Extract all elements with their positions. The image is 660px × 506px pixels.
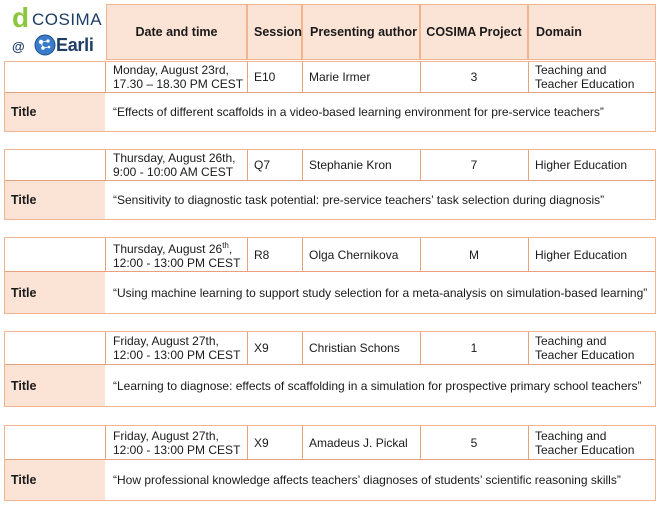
session-title: “Using machine learning to support study selection for a meta-analysis on simulation-based learning” bbox=[113, 285, 648, 300]
session-code: R8 bbox=[254, 247, 270, 262]
time-line: 12:00 - 13:00 PM CEST bbox=[113, 348, 241, 362]
logo-at-sign: @ bbox=[12, 39, 25, 54]
header-session-label: Session bbox=[254, 25, 302, 39]
header-domain-label: Domain bbox=[536, 25, 582, 39]
session-project: 1 bbox=[470, 341, 478, 355]
domain-line: Teacher Education bbox=[535, 442, 635, 457]
session-date-time bbox=[106, 332, 247, 364]
session-title: “Sensitivity to diagnostic task potential: pre-service teachers’ task selection during diagnosis” bbox=[113, 193, 605, 207]
session-author: Marie Irmer bbox=[309, 70, 371, 84]
session-date-time bbox=[106, 238, 247, 271]
time-line: 9:00 - 10:00 AM CEST bbox=[113, 165, 234, 179]
session-title: “Effects of different scaffolds in a video-based learning environment for pre-service teachers” bbox=[113, 105, 604, 119]
header-presenting-author bbox=[302, 4, 420, 60]
header-project-label: COSIMA Project bbox=[426, 25, 522, 39]
domain-line: Teacher Education bbox=[535, 348, 635, 362]
date-superscript: th bbox=[222, 241, 229, 250]
time-line: 12:00 - 13:00 PM CEST bbox=[113, 442, 241, 457]
domain-line: Teaching and bbox=[535, 428, 607, 443]
session-domain: Higher Education bbox=[535, 158, 628, 172]
date-line: Thursday, August 26th, bbox=[113, 151, 236, 165]
session-code: X9 bbox=[254, 341, 269, 355]
session-author: Olga Chernikova bbox=[309, 247, 399, 262]
time-line: 17.30 – 18.30 PM CEST bbox=[113, 77, 244, 91]
header-domain bbox=[528, 4, 656, 60]
session-project: 5 bbox=[470, 435, 478, 450]
earli-logo-text: Earli bbox=[56, 35, 94, 55]
date-line: Monday, August 23rd, bbox=[113, 63, 229, 77]
date-line bbox=[113, 239, 232, 256]
title-label: Title bbox=[5, 93, 105, 131]
title-label: Title bbox=[5, 365, 105, 406]
header-date-time-label: Date and time bbox=[135, 25, 218, 39]
domain-line: Teaching and bbox=[535, 63, 607, 77]
date-line: Friday, August 27th, bbox=[113, 334, 219, 348]
title-label: Title bbox=[5, 181, 105, 219]
title-label: Title bbox=[5, 272, 105, 313]
header-project bbox=[420, 4, 528, 60]
session-code: X9 bbox=[254, 435, 269, 450]
title-label: Title bbox=[5, 460, 105, 500]
domain-line: Teacher Education bbox=[535, 77, 635, 91]
session-author: Stephanie Kron bbox=[309, 158, 392, 172]
cosima-logo-mark: d bbox=[12, 2, 30, 33]
date-comma: , bbox=[228, 242, 233, 256]
session-domain: Higher Education bbox=[535, 247, 628, 262]
session-project: 7 bbox=[470, 158, 478, 172]
session-title: “Learning to diagnose: effects of scaffolding in a simulation for prospective primary school teachers” bbox=[113, 378, 642, 393]
session-domain bbox=[528, 332, 656, 364]
session-date-time bbox=[106, 62, 247, 92]
session-domain bbox=[528, 426, 656, 459]
session-code: E10 bbox=[254, 70, 276, 84]
earli-globe-icon bbox=[34, 34, 56, 56]
header-author-label: Presenting author bbox=[310, 25, 417, 39]
cosima-logo-text: COSIMA bbox=[32, 10, 103, 29]
session-project: 3 bbox=[470, 70, 478, 84]
session-date-time bbox=[106, 150, 247, 180]
session-date-time bbox=[106, 426, 247, 459]
session-author: Amadeus J. Pickal bbox=[309, 435, 408, 450]
session-domain bbox=[528, 62, 656, 92]
session-code: Q7 bbox=[254, 158, 271, 172]
time-line: 12:00 - 13:00 PM CEST bbox=[113, 256, 241, 270]
date-text: Thursday, August 26 bbox=[113, 242, 223, 256]
session-title: “How professional knowledge affects teachers’ diagnoses of students’ scientific reasoning skills” bbox=[113, 473, 621, 487]
header-date-time bbox=[106, 4, 247, 60]
session-project: M bbox=[469, 247, 479, 262]
session-author: Christian Schons bbox=[309, 341, 400, 355]
domain-line: Teaching and bbox=[535, 334, 607, 348]
header-session bbox=[247, 4, 302, 60]
date-line: Friday, August 27th, bbox=[113, 428, 219, 443]
